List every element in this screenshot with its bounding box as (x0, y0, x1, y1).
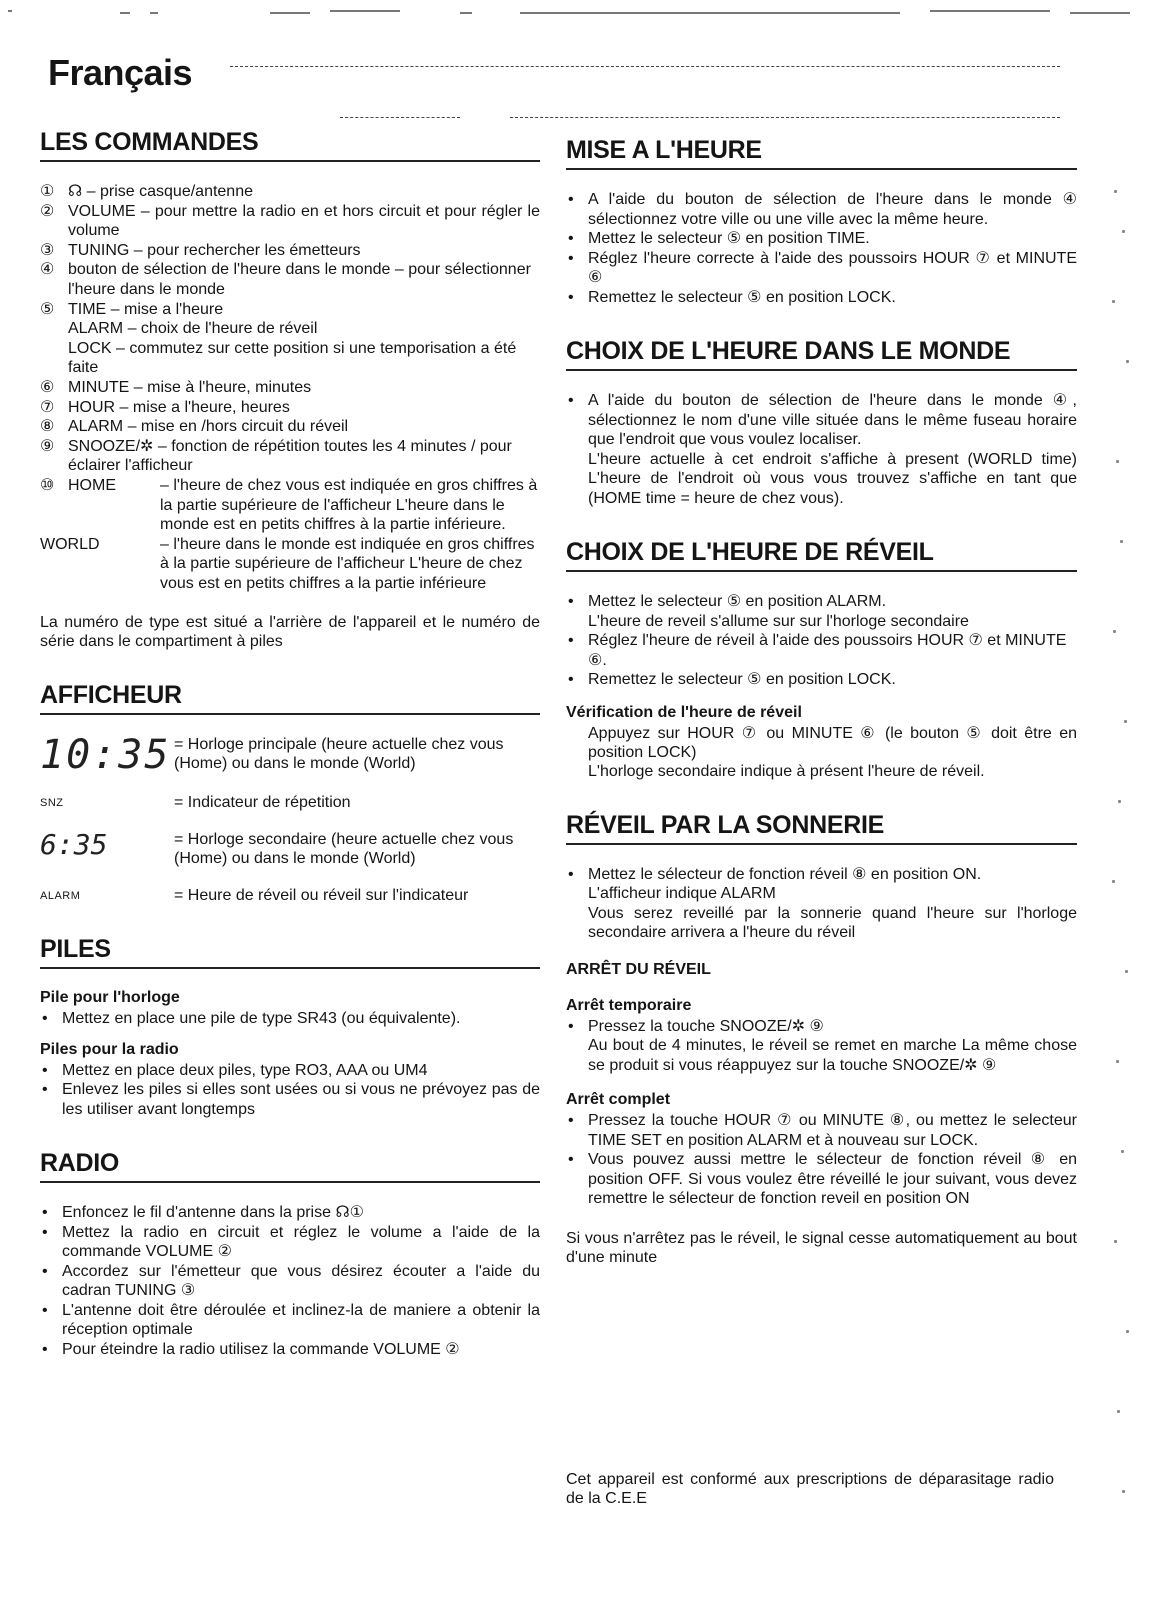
list-item: • Mettez le selecteur ⑤ en position ALARM. L'heure de reveil s'allume sur sur l'horloge secondaire (566, 592, 1077, 631)
display-row: 6:35 = Horloge secondaire (heure actuelle chez vous (Home) ou dans le monde (World) (40, 828, 514, 868)
section-heading: AFFICHEUR (40, 681, 540, 715)
section-sonnerie (566, 811, 1077, 1267)
bullet-list (566, 190, 1077, 307)
list-item: • Mettez la radio en circuit et réglez le volume a l'aide de la commande VOLUME ② (40, 1223, 540, 1262)
snooze-indicator-symbol: SNZ (40, 797, 64, 810)
bullet-list (566, 1017, 1077, 1076)
list-item: • Mettez en place deux piles, type RO3, AAA ou UM4 (40, 1061, 540, 1081)
list-item: • Réglez l'heure de réveil à l'aide des poussoirs HOUR ⑦ et MINUTE ⑥. (566, 631, 1077, 670)
list-item: • Mettez le sélecteur de fonction réveil ⑧ en position ON. L'afficheur indique ALARM Vous serez reveillé par la sonnerie quand l'heure sur l'horloge secondaire arrivera a l'heure du réveil (566, 865, 1077, 943)
controls-list (40, 182, 540, 593)
section-heading: LES COMMANDES (40, 128, 540, 162)
display-row: SNZ = Indicateur de répetition (40, 794, 351, 812)
left-column (40, 128, 540, 1389)
list-item: ⑥ MINUTE – mise à l'heure, minutes (40, 378, 312, 396)
section-heading: MISE A L'HEURE (566, 136, 1077, 170)
list-item: • Enfoncez le fil d'antenne dans la prise ☊① (40, 1203, 540, 1223)
bullet-list (40, 1203, 540, 1359)
subheading: Pile pour l'horloge (40, 989, 180, 1007)
list-item: • Pour éteindre la radio utilisez la commande VOLUME ② (40, 1340, 540, 1360)
list-item: ① ☊ – prise casque/antenne (40, 183, 253, 200)
type-number-note: La numéro de type est situé a l'arrière de l'appareil et le numéro de série dans le compartiment à piles (40, 614, 540, 651)
divider (510, 117, 1060, 118)
section-commandes (40, 128, 540, 651)
footer-note: Cet appareil est conformé aux prescriptions de déparasitage radio de la C.E.E (566, 1471, 1054, 1507)
list-item: • Enlevez les piles si elles sont usées ou si vous ne prévoyez pas de les utiliser avant longtemps (40, 1080, 540, 1119)
section-heading: PILES (40, 935, 540, 969)
divider (230, 66, 1060, 67)
section-afficheur (40, 681, 540, 905)
subheading: ARRÊT DU RÉVEIL (566, 960, 711, 978)
divider (340, 117, 460, 118)
main-clock-symbol: 10:35 (40, 732, 171, 779)
list-item: • Remettez le selecteur ⑤ en position LOCK. (566, 288, 1077, 308)
bullet-list (40, 1061, 540, 1120)
section-heading: CHOIX DE L'HEURE DE RÉVEIL (566, 538, 1077, 572)
section-piles (40, 935, 540, 1119)
section-heading: RADIO (40, 1149, 540, 1183)
list-item: • Accordez sur l'émetteur que vous désirez écouter a l'aide du cadran TUNING ③ (40, 1262, 540, 1301)
scan-artifacts-right (1110, 160, 1140, 1560)
list-item: ⑨ SNOOZE/✲ – fonction de répétition toutes les 4 minutes / pour éclairer l'afficheur (40, 437, 512, 475)
scan-artifacts-top (0, 0, 1155, 24)
bullet-list (40, 1009, 540, 1029)
list-item: • Remettez le selecteur ⑤ en position LOCK. (566, 670, 1077, 690)
list-item: • L'antenne doit être déroulée et inclinez-la de maniere a obtenir la réception optimale (40, 1301, 540, 1340)
section-mise-a-l-heure (566, 136, 1077, 307)
list-item: ④ bouton de sélection de l'heure dans le monde – pour sélectionner l'heure dans le monde (40, 261, 531, 298)
bullet-list (566, 592, 1077, 690)
bullet-list (566, 865, 1077, 943)
list-item: • Réglez l'heure correcte à l'aide des poussoirs HOUR ⑦ et MINUTE ⑥ (566, 249, 1077, 288)
page-language-title: Français (48, 52, 193, 93)
list-item: • Pressez la touche HOUR ⑦ ou MINUTE ⑧, ou mettez le selecteur TIME SET en position ALARM et à nouveau sur LOCK. (566, 1111, 1077, 1150)
subheading: Arrêt temporaire (566, 996, 692, 1014)
list-item: • Mettez en place une pile de type SR43 (ou équivalente). (40, 1009, 540, 1029)
secondary-clock-symbol: 6:35 (40, 828, 108, 862)
display-row: 10:35 = Horloge principale (heure actuelle chez vous (Home) ou dans le monde (World) (40, 732, 504, 779)
section-heading: CHOIX DE L'HEURE DANS LE MONDE (566, 337, 1077, 371)
bullet-list (566, 1111, 1077, 1209)
closing-note: Si vous n'arrêtez pas le réveil, le signal cesse automatiquement au bout d'une minute (566, 1229, 1077, 1266)
alarm-indicator-symbol: ALARM (40, 890, 81, 903)
list-item: ⑩ HOME – l'heure de chez vous est indiquée en gros chiffres à la partie supérieure de l'afficheur L'heure dans le monde est en petits chiffres à la partie inférieure. WORLD – l'heure dans le monde est indiquée en gros chiffres à la partie supérieure de l'afficheur L'heure de chez vous est en petits chiffres a la partie inférieure (40, 476, 538, 592)
bullet-list (566, 391, 1077, 508)
section-heure-monde (566, 337, 1077, 508)
subheading: Vérification de l'heure de réveil (566, 703, 802, 721)
list-item: • Pressez la touche SNOOZE/✲ ⑨ Au bout de 4 minutes, le réveil se remet en marche La même chose se produit si vous réappuyez sur la touche SNOOZE/✲ ⑨ (566, 1017, 1077, 1076)
section-radio (40, 1149, 540, 1359)
list-item: • Vous pouvez aussi mettre le sélecteur de fonction réveil ⑧ en position OFF. Si vous voulez être réveillé le jour suivant, vous devez remettre le sélecteur de fonction reveil en position ON (566, 1150, 1077, 1209)
list-item: ⑦ HOUR – mise a l'heure, heures (40, 398, 290, 416)
list-item: • Mettez le selecteur ⑤ en position TIME. (566, 229, 1077, 249)
right-column (566, 136, 1077, 1297)
list-item: ② VOLUME – pour mettre la radio en et hors circuit et pour régler le volume (40, 202, 540, 240)
subheading: Arrêt complet (566, 1091, 671, 1108)
list-item: ③ TUNING – pour rechercher les émetteurs (40, 241, 361, 259)
display-row: ALARM = Heure de réveil ou réveil sur l'indicateur (40, 887, 469, 905)
section-heading: RÉVEIL PAR LA SONNERIE (566, 811, 1077, 845)
list-item: • A l'aide du bouton de sélection de l'heure dans le monde ④ sélectionnez votre ville ou une ville avec la même heure. (566, 190, 1077, 229)
section-heure-reveil: CHOIX DE L'HEURE DE RÉVEIL • Mettez le selecteur ⑤ en position ALARM. L'heure de reveil s'allume sur sur l'horloge secondaire • Réglez l'heure de réveil à l'aide des poussoirs HOUR ⑦ et MINUTE ⑥. • Remettez le selecteur ⑤ en position LOCK. Vérification de l'heure de réveil Appuyez sur HOUR ⑦ ou MINUTE ⑥ (le bouton ⑤ doit être en position LOCK) L'horloge secondaire indique à présent l'heure de réveil. (566, 538, 1077, 781)
list-item: ⑧ ALARM – mise en /hors circuit du réveil (40, 418, 349, 436)
list-item: • A l'aide du bouton de sélection de l'heure dans le monde ④, sélectionnez le nom d'une ville située dans le même fuseau horaire que l'endroit que vous voulez localiser. L'heure actuelle à cet endroit s'affiche à present (WORLD time) L'heure de l'endroit où vous vous trouvez s'affiche en tant que (HOME time = heure de chez vous). (566, 391, 1077, 508)
list-item: ⑤ TIME – mise a l'heure ALARM – choix de l'heure de réveil LOCK – commutez sur cette position si une temporisation a été faite (40, 300, 517, 377)
subheading: Piles pour la radio (40, 1040, 179, 1058)
